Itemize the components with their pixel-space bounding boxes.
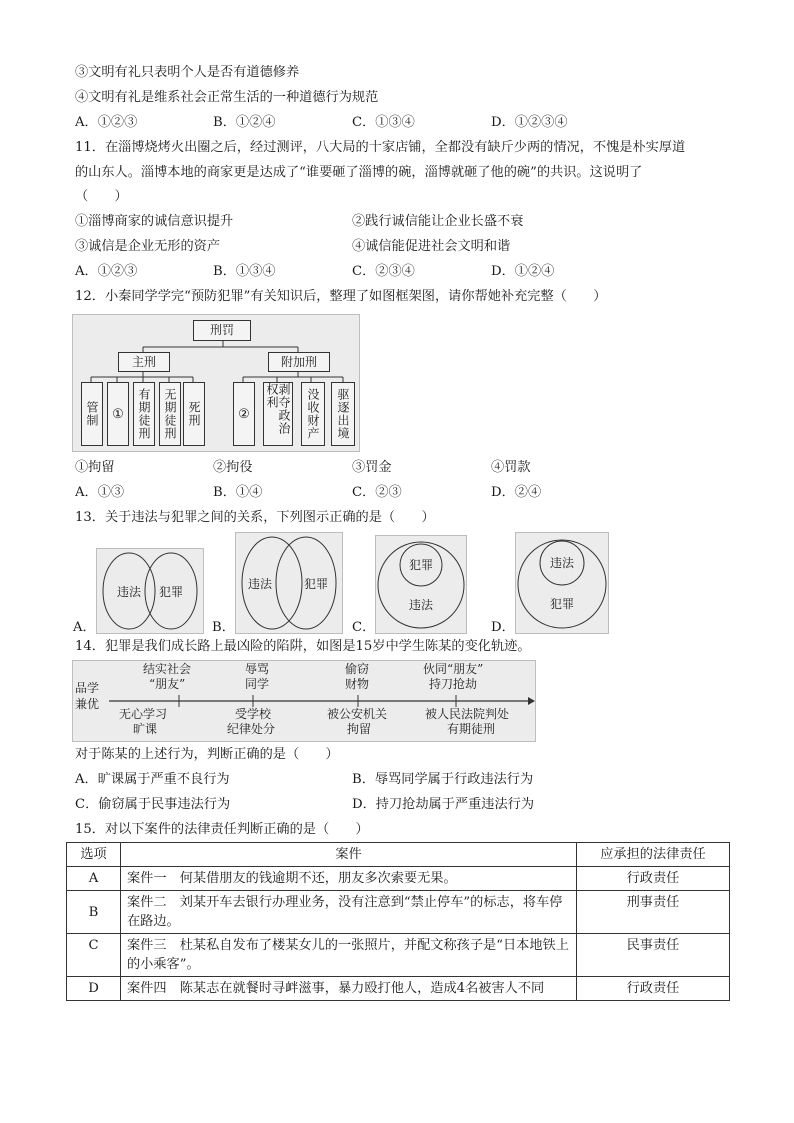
timeline-top-3b: 财物 <box>345 677 370 691</box>
row-c-option: C <box>67 934 121 977</box>
timeline-top-1b: “朋友” <box>149 677 186 691</box>
venn-c <box>376 536 466 633</box>
table-row[interactable] <box>67 867 730 891</box>
case-table <box>66 842 730 1001</box>
timeline-top-1a: 结实社会 <box>143 662 192 676</box>
q11-item-2: ②践行诚信能让企业长盛不衰 <box>352 214 524 229</box>
venn-d <box>516 533 608 633</box>
q14-option-c[interactable]: C．偷窃属于民事违法行为 <box>75 797 231 812</box>
row-b-option: B <box>67 891 121 934</box>
header-option: 选项 <box>67 843 121 867</box>
header-case: 案件 <box>121 843 577 867</box>
diagram-leaf-fixed-term: 有期徒刑 <box>133 382 155 446</box>
table-row[interactable] <box>67 977 730 1001</box>
q11-item-4: ④诚信能促进社会文明和谐 <box>352 239 511 254</box>
diagram-leaf-death: 死刑 <box>183 382 205 446</box>
timeline-top-3a: 偷窃 <box>345 662 370 676</box>
q12-option-a[interactable]: A．①③ <box>75 485 125 500</box>
timeline-top-4a: 伙同“朋友” <box>423 662 484 676</box>
venn-c-inner-label: 犯罪 <box>409 558 434 572</box>
q13-figure-b <box>235 532 343 634</box>
timeline-start-2: 兼优 <box>75 697 100 711</box>
q10-item-4: ④文明有礼是维系社会正常生活的一种道德行为规范 <box>75 90 379 105</box>
q11-option-d[interactable]: D．①②④ <box>491 264 555 279</box>
row-b-case: 案件二 刘某开车去银行办理业务，没有注意到“禁止停车”的标志，将车停在路边。 <box>121 891 577 934</box>
diagram-leaf-deprivation: 剥夺政治权利 <box>263 382 293 446</box>
q13-figure-d <box>515 532 609 634</box>
row-d-case: 案件四 陈某志在就餐时寻衅滋事，暴力殴打他人，造成4名被害人不同 <box>121 977 577 1001</box>
row-c-responsibility: 民事责任 <box>577 934 730 977</box>
timeline-top-2b: 同学 <box>245 677 270 691</box>
diagram-leaf-blank-1: ① <box>107 382 129 446</box>
q12-option-c[interactable]: C．②③ <box>352 485 402 500</box>
timeline-bottom-3a: 被公安机关 <box>327 707 388 721</box>
q11-item-3: ③诚信是企业无形的资产 <box>75 239 221 254</box>
q11-stem-line-1: 11．在淄博烧烤火出圈之后，经过测评，八大局的十家店铺，全都没有缺斤少两的情况，不愧是朴实厚道 <box>75 140 686 155</box>
q13-stem: 13．关于违法与犯罪之间的关系，下列图示正确的是（ ） <box>75 510 435 525</box>
q13-label-c[interactable]: C． <box>352 620 376 635</box>
venn-b-label-1: 违法 <box>248 577 273 591</box>
row-c-case: 案件三 杜某私自发布了楼某女儿的一张照片，并配文称孩子是“日本地铁上的小乘客”。 <box>121 934 577 977</box>
q12-option-b[interactable]: B．①④ <box>213 485 263 500</box>
venn-d-outer-label: 犯罪 <box>550 597 575 611</box>
q12-option-d[interactable]: D．②④ <box>491 485 542 500</box>
q11-option-c[interactable]: C．②③④ <box>352 264 415 279</box>
q12-stem: 12．小秦同学学完“预防犯罪”有关知识后，整理了如图框架图，请你帮她补充完整（ ） <box>75 289 607 304</box>
timeline-top-2a: 辱骂 <box>245 662 270 676</box>
q11-option-a[interactable]: A．①②③ <box>75 264 138 279</box>
row-b-responsibility: 刑事责任 <box>577 891 730 934</box>
q12-item-2: ②拘役 <box>213 460 253 475</box>
q12-item-1: ①拘留 <box>75 460 115 475</box>
row-d-option: D <box>67 977 121 1001</box>
venn-c-outer-label: 违法 <box>409 598 434 612</box>
q14-option-d[interactable]: D．持刀抢劫属于严重违法行为 <box>352 797 535 812</box>
timeline-bottom-2a: 受学校 <box>235 707 272 721</box>
q14-stem: 14．犯罪是我们成长路上最凶险的陷阱，如图是15岁中学生陈某的变化轨迹。 <box>75 639 531 654</box>
diagram-leaf-deportation: 驱逐出境 <box>331 382 355 446</box>
table-row[interactable] <box>67 891 730 934</box>
timeline-bottom-1b: 旷课 <box>133 722 158 736</box>
header-responsibility: 应承担的法律责任 <box>577 843 730 867</box>
q11-stem-line-3: （ ） <box>75 189 128 204</box>
diagram-leaf-control: 管制 <box>81 382 103 446</box>
q12-item-3: ③罚金 <box>352 460 392 475</box>
penalty-diagram <box>72 314 360 452</box>
timeline-figure <box>72 660 536 742</box>
q13-figure-c <box>375 535 467 634</box>
diagram-main-penalty: 主刑 <box>118 352 170 372</box>
q13-figure-a <box>96 548 204 634</box>
diagram-leaf-confiscation: 没收财产 <box>301 382 325 446</box>
diagram-leaf-blank-2: ② <box>233 382 255 446</box>
q10-option-d[interactable]: D．①②③④ <box>491 115 568 130</box>
timeline-start-1: 品学 <box>75 681 100 695</box>
diagram-leaf-life: 无期徒刑 <box>159 382 181 446</box>
table-header-row <box>67 843 730 867</box>
timeline-bottom-1a: 无心学习 <box>119 707 168 721</box>
diagram-extra-penalty: 附加刑 <box>268 352 330 372</box>
row-a-option: A <box>67 867 121 891</box>
diagram-root-penalty: 刑罚 <box>193 320 251 341</box>
q10-item-3: ③文明有礼只表明个人是否有道德修养 <box>75 65 300 80</box>
q14-question: 对于陈某的上述行为，判断正确的是（ ） <box>75 747 339 762</box>
q12-item-4: ④罚款 <box>491 460 531 475</box>
table-row[interactable] <box>67 934 730 977</box>
row-a-case: 案件一 何某借朋友的钱逾期不还，朋友多次索要无果。 <box>121 867 577 891</box>
row-a-responsibility: 行政责任 <box>577 867 730 891</box>
q10-option-a[interactable]: A．①②③ <box>75 115 138 130</box>
q15-stem: 15．对以下案件的法律责任判断正确的是（ ） <box>75 822 369 837</box>
venn-a-label-2: 犯罪 <box>159 585 184 599</box>
q11-item-1: ①淄博商家的诚信意识提升 <box>75 214 234 229</box>
q10-option-b[interactable]: B．①②④ <box>213 115 276 130</box>
timeline-bottom-2b: 纪律处分 <box>227 722 276 736</box>
q13-label-d[interactable]: D． <box>491 620 515 635</box>
q13-label-b[interactable]: B． <box>212 620 235 635</box>
q14-option-a[interactable]: A．旷课属于严重不良行为 <box>75 772 230 787</box>
timeline-top-4b: 持刀抢劫 <box>429 677 478 691</box>
venn-d-inner-label: 违法 <box>550 556 575 570</box>
q10-option-c[interactable]: C．①③④ <box>352 115 415 130</box>
q11-option-b[interactable]: B．①③④ <box>213 264 276 279</box>
q13-label-a[interactable]: A． <box>73 620 96 635</box>
timeline-bottom-4a: 被人民法院判处 <box>425 707 510 721</box>
venn-a-label-1: 违法 <box>117 585 142 599</box>
timeline-bottom-3b: 拘留 <box>347 722 372 736</box>
venn-b-label-2: 犯罪 <box>304 577 329 591</box>
timeline-bottom-4b: 有期徒刑 <box>447 722 496 736</box>
row-d-responsibility: 行政责任 <box>577 977 730 1001</box>
q14-option-b[interactable]: B．辱骂同学属于行政违法行为 <box>352 772 534 787</box>
venn-a <box>97 549 203 633</box>
q11-stem-line-2: 的山东人。淄博本地的商家更是达成了“谁要砸了淄博的碗，淄博就砸了他的碗”的共识。这说明了 <box>75 165 643 180</box>
